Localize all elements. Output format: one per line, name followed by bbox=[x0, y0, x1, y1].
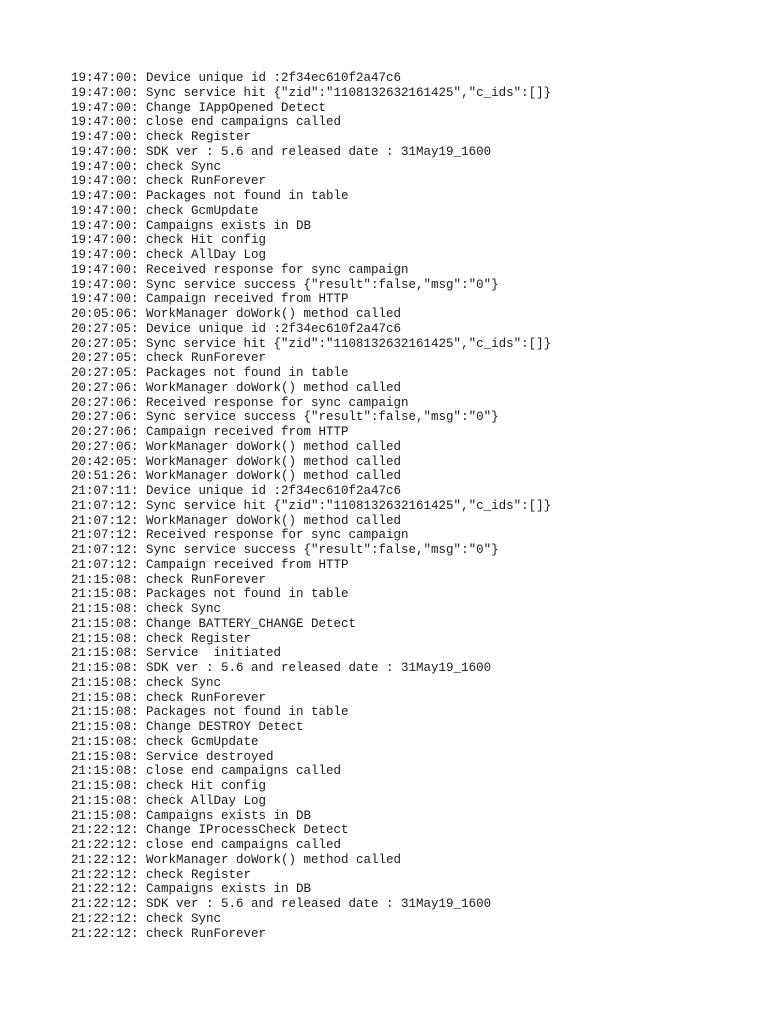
log-line: 21:15:08: check RunForever bbox=[71, 690, 267, 705]
log-line: 19:47:00: Packages not found in table bbox=[71, 189, 349, 203]
log-line: 21:22:12: check RunForever bbox=[71, 926, 267, 941]
log-line: 21:07:12: Campaign received from HTTP bbox=[71, 557, 349, 572]
log-line: 19:47:00: check GcmUpdate bbox=[71, 203, 259, 218]
log-line: 21:22:12: Campaigns exists in DB bbox=[71, 882, 312, 897]
log-line: 21:22:12: check Register bbox=[71, 867, 252, 882]
log-line: 19:47:00: check Register bbox=[71, 130, 252, 144]
log-line: 19:47:00: Sync service hit {"zid":"1108132632161425","c_ids":[]} bbox=[71, 85, 552, 100]
log-line: 20:27:06: Sync service success {"result":false,"msg":"0"} bbox=[71, 410, 499, 425]
log-line: 21:15:08: check Register bbox=[71, 631, 252, 646]
log-line: 21:22:12: WorkManager doWork() method called bbox=[71, 852, 402, 867]
log-line: 20:27:05: Sync service hit {"zid":"1108132632161425","c_ids":[]} bbox=[71, 336, 552, 351]
log-line: 19:47:00: Campaigns exists in DB bbox=[71, 218, 312, 233]
log-line: 21:22:12: Change IProcessCheck Detect bbox=[71, 823, 349, 838]
log-line: 21:15:08: Change BATTERY_CHANGE Detect bbox=[71, 616, 357, 631]
log-line: 21:15:08: Campaigns exists in DB bbox=[71, 808, 312, 823]
log-line: 21:07:12: Sync service hit {"zid":"1108132632161425","c_ids":[]} bbox=[71, 498, 552, 513]
log-line: 21:15:08: check RunForever bbox=[71, 572, 267, 587]
log-line: 21:15:08: check Sync bbox=[71, 675, 222, 690]
log-line: 19:47:00: check AllDay Log bbox=[71, 248, 267, 262]
log-line: 21:22:12: close end campaigns called bbox=[71, 838, 342, 852]
log-line: 20:27:06: WorkManager doWork() method called bbox=[71, 380, 402, 395]
log-line: 21:07:12: WorkManager doWork() method called bbox=[71, 513, 402, 528]
log-line: 21:15:08: check Hit config bbox=[71, 779, 267, 793]
log-line: 19:47:00: SDK ver : 5.6 and released date : 31May19_1600 bbox=[71, 144, 492, 159]
log-line: 21:15:08: Packages not found in table bbox=[71, 705, 349, 720]
log-line: 19:47:00: close end campaigns called bbox=[71, 115, 342, 130]
log-output bbox=[71, 71, 551, 941]
log-line: 19:47:00: Device unique id :2f34ec610f2a47c6 bbox=[71, 71, 402, 85]
log-line: 21:07:12: Received response for sync campaign bbox=[71, 528, 409, 543]
log-line: 21:15:08: SDK ver : 5.6 and released date : 31May19_1600 bbox=[71, 661, 492, 675]
log-line: 21:15:08: Packages not found in table bbox=[71, 587, 349, 602]
log-line: 21:22:12: check Sync bbox=[71, 911, 222, 926]
log-line: 20:05:06: WorkManager doWork() method called bbox=[71, 307, 402, 321]
log-line: 20:27:05: check RunForever bbox=[71, 351, 267, 366]
log-line: 20:27:05: Device unique id :2f34ec610f2a47c6 bbox=[71, 321, 402, 336]
log-line: 20:51:26: WorkManager doWork() method called bbox=[71, 469, 402, 484]
log-line: 21:07:12: Sync service success {"result":false,"msg":"0"} bbox=[71, 543, 499, 557]
log-line: 21:15:08: check AllDay Log bbox=[71, 793, 267, 808]
log-line: 19:47:00: check RunForever bbox=[71, 174, 267, 189]
log-line: 20:27:06: Received response for sync campaign bbox=[71, 395, 409, 410]
log-line: 19:47:00: Change IAppOpened Detect bbox=[71, 100, 327, 115]
log-line: 21:22:12: SDK ver : 5.6 and released date : 31May19_1600 bbox=[71, 897, 492, 911]
log-line: 20:27:06: Campaign received from HTTP bbox=[71, 425, 349, 439]
log-line: 19:47:00: Campaign received from HTTP bbox=[71, 292, 349, 307]
log-line: 19:47:00: Received response for sync campaign bbox=[71, 262, 409, 277]
log-line: 21:15:08: Service initiated bbox=[71, 646, 282, 661]
log-line: 20:42:05: WorkManager doWork() method called bbox=[71, 454, 402, 469]
log-line: 21:15:08: check Sync bbox=[71, 602, 222, 616]
log-line: 20:27:06: WorkManager doWork() method called bbox=[71, 439, 402, 454]
log-line: 21:15:08: Change DESTROY Detect bbox=[71, 720, 304, 734]
log-line: 19:47:00: check Sync bbox=[71, 159, 222, 174]
log-line: 21:15:08: close end campaigns called bbox=[71, 764, 342, 779]
log-line: 19:47:00: check Hit config bbox=[71, 233, 267, 248]
log-line: 21:15:08: Service destroyed bbox=[71, 749, 274, 764]
log-line: 19:47:00: Sync service success {"result":false,"msg":"0"} bbox=[71, 277, 499, 292]
log-line: 20:27:05: Packages not found in table bbox=[71, 366, 349, 380]
log-line: 21:15:08: check GcmUpdate bbox=[71, 734, 259, 749]
log-line: 21:07:11: Device unique id :2f34ec610f2a47c6 bbox=[71, 484, 402, 498]
